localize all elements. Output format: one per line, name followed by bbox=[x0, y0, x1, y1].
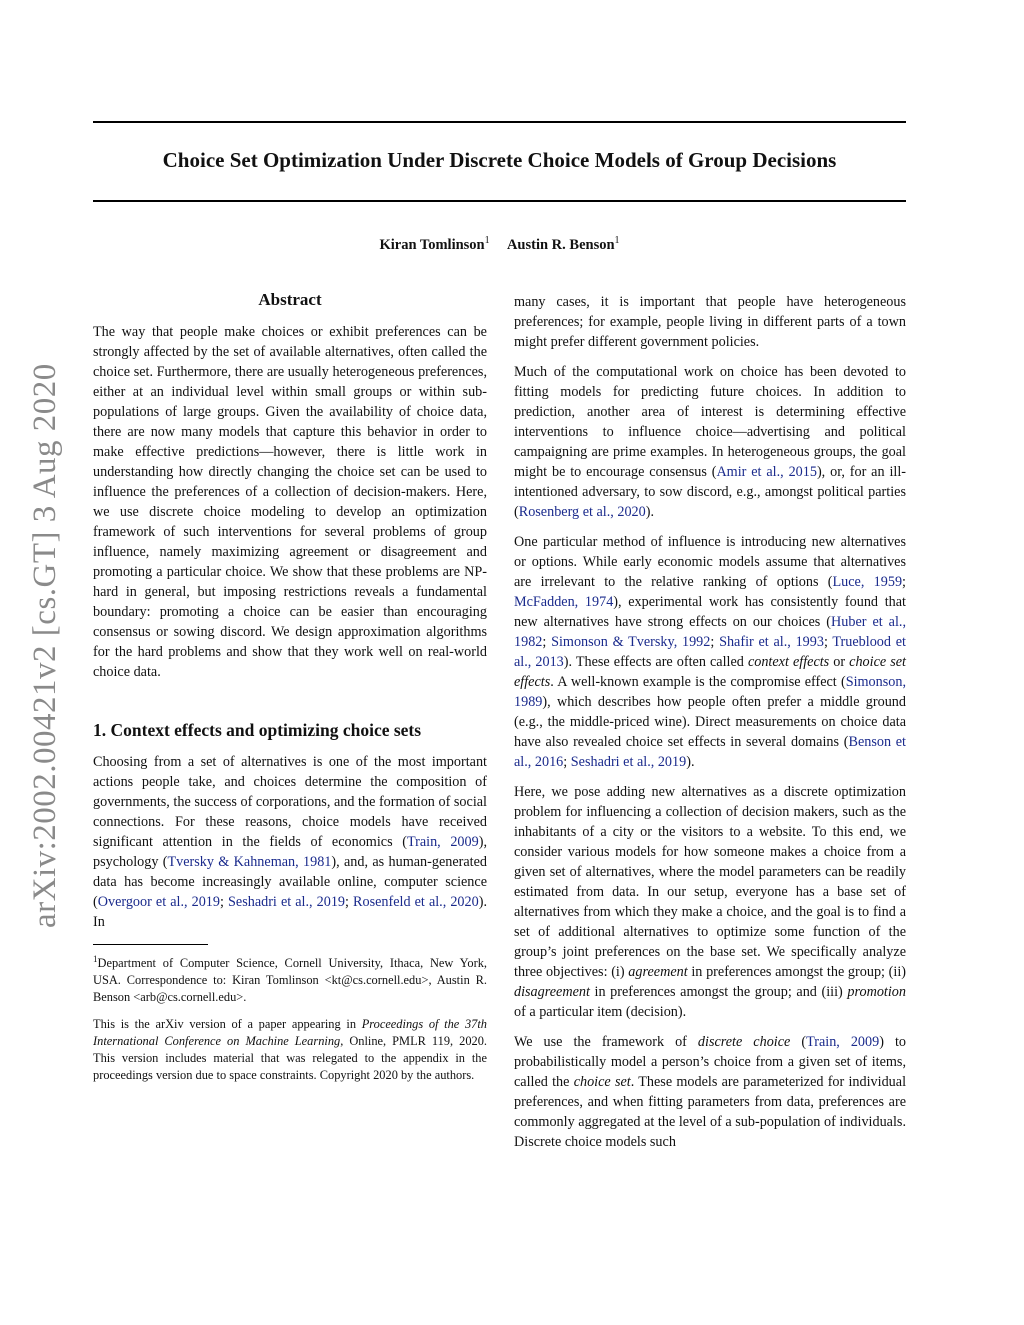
abstract-heading: Abstract bbox=[258, 290, 322, 309]
citation-link[interactable]: Benson et al., 2016 bbox=[514, 734, 907, 770]
footnote-mark: 1 bbox=[93, 954, 98, 964]
body-paragraph: We use the framework of discrete choice (Train, 2009) to probabilistically model a person’s choice from a given set of items, called the choice set. These models are parameterized for individual preferences, and when fitting parameters from data, preferences are commonly aggregated at the level of a sub-population of individuals. Discrete choice models such bbox=[514, 1034, 907, 1150]
author-mark: 1 bbox=[484, 235, 490, 246]
body-paragraph: Much of the computational work on choice has been devoted to fitting models for predicting future choices. In addition to prediction, another area of interest is determining effective interventions to influence choice—advertising and political campaigning are prime examples. In heterogeneous groups, the goal might be to encourage consensus (Amir et al., 2015), or, for an ill-intentioned adversary, to sow discord, e.g., amongst political parties (Rosenberg et al., 2020). bbox=[514, 364, 906, 520]
section-heading: 1. Context effects and optimizing choice sets bbox=[93, 720, 422, 740]
title-rule-top bbox=[93, 121, 906, 123]
paper-title: Choice Set Optimization Under Discrete Choice Models of Group Decisions bbox=[162, 148, 837, 172]
citation-link[interactable]: Simonson & Tversky, 1992 bbox=[551, 634, 711, 650]
intro-paragraph: Choosing from a set of alternatives is one of the most important actions people take, and choices determine the composition of governments, the success of corporations, and the formation of social connections. For these reasons, choice models have received significant attention in the fields of economics (Train, 2009), psychology (Tversky & Kahneman, 1981), and, as human-generated data has become increasingly available online, computer science (Overgoor et al., 2019; Seshadri et al., 2019; Rosenfeld et al., 2020). In bbox=[93, 754, 487, 930]
citation-link[interactable]: Simonson, 1989 bbox=[514, 674, 906, 710]
arxiv-identifier: arXiv:2002.00421v2 [cs.GT] 3 Aug 2020 bbox=[27, 363, 63, 928]
citation-link[interactable]: McFadden, 1974 bbox=[514, 594, 614, 610]
citation-link[interactable]: Trueblood et al., 2013 bbox=[514, 634, 906, 670]
author-list bbox=[93, 235, 906, 254]
body-paragraph: One particular method of influence is introducing new alternatives or options. While early economic models assume that alternatives are irrelevant to the relative ranking of options (Luce, 1959; McFadden, 1974), experimental work has consistently found that new alternatives have strong effects on our choices (Huber et al., 1982; Simonson & Tversky, 1992; Shafir et al., 1993; Trueblood et al., 2013). These effects are often called context effects or choice set effects. A well-known example is the compromise effect (Simonson, 1989), which describes how people often prefer a middle ground (e.g., the middle-priced wine). Direct measurements on choice data have also revealed choice set effects in several domains (Benson et al., 2016; Seshadri et al., 2019). bbox=[514, 534, 907, 770]
footnote-arxiv-note: This is the arXiv version of a paper appearing in Proceedings of the 37th International Conference on Machine Learning, Online, PMLR 119, 2020. This version includes material that was relegated to the appendix in the proceedings version due to space constraints. Copyright 2020 by the authors. bbox=[93, 1017, 488, 1083]
author-name: Kiran Tomlinson bbox=[379, 236, 485, 253]
body-paragraph: Here, we pose adding new alternatives as a discrete optimization problem for influencing a collection of decision makers, such as the inhabitants of a city or the visitors to a website. To this end, we consider various models for how someone makes a choice from a given set of alternatives, where the model parameters can be readily estimated from data. In our setup, everyone has a base set of alternatives from which they make a choice, and the goal is to find a set of additional alternatives to optimize some function of the group’s joint preferences on the base set. We specifically analyze three objectives: (i) agreement in preferences amongst the group; (ii) disagreement in preferences amongst the group; and (iii) promotion of a particular item (decision). bbox=[514, 784, 906, 1020]
citation-link[interactable]: Rosenfeld et al., 2020 bbox=[353, 894, 479, 910]
citation-link[interactable]: Rosenberg et al., 2020 bbox=[518, 504, 646, 520]
citation-link[interactable]: Luce, 1959 bbox=[832, 574, 903, 590]
footnote-affiliation: $^1$Department of Computer Science, Cornell University, Ithaca, New York, USA. Correspondence to: Kiran Tomlinson <kt@cs.cornell.edu>, Austin R. Benson <arb@cs.cornell.edu>. bbox=[93, 954, 487, 1005]
citation-link[interactable]: Amir et al., 2015 bbox=[716, 464, 817, 480]
citation-link[interactable]: Train, 2009 bbox=[406, 834, 479, 850]
citation-link[interactable]: Huber et al., 1982 bbox=[514, 614, 906, 650]
abstract-text: The way that people make choices or exhibit preferences can be strongly affected by the set of available alternatives, often called the choice set. Furthermore, there are usually heterogeneous preferences, either at an individual level within small groups or within sub-populations of large groups. Given the availability of choice data, there are now many models that capture this behavior in order to make effective predictions—however, there is little work in understanding how directly changing the choice set can be used to influence the preferences of a collection of decision-makers. Here, we use discrete choice modeling to develop an optimization framework of such interventions for several problems of group influence, namely maximizing agreement or disagreement and promoting a particular choice. We show that these problems are NP-hard in general, but imposing restrictions reveals a fundamental boundary: promoting a choice can be easier than encouraging consensus or sowing discord. We design approximation algorithms for the hard problems and show that they work well on real-world choice data. bbox=[93, 324, 487, 680]
author-name: Austin R. Benson bbox=[506, 236, 615, 253]
citation-link[interactable]: Shafir et al., 1993 bbox=[719, 634, 824, 650]
citation-link[interactable]: Tversky & Kahneman, 1981 bbox=[167, 854, 332, 870]
right-column bbox=[514, 292, 906, 1162]
citation-link[interactable]: Seshadri et al., 2019 bbox=[228, 894, 346, 910]
title-rule-bottom bbox=[93, 200, 906, 202]
body-paragraph: many cases, it is important that people have heterogeneous preferences; for example, people living in different parts of a town might prefer different government policies. bbox=[514, 294, 906, 350]
footnote-divider bbox=[93, 944, 208, 945]
left-column bbox=[93, 288, 487, 1094]
author-mark: 1 bbox=[614, 235, 620, 246]
citation-link[interactable]: Overgoor et al., 2019 bbox=[97, 894, 220, 910]
citation-link[interactable]: Seshadri et al., 2019 bbox=[570, 754, 687, 770]
citation-link[interactable]: Train, 2009 bbox=[806, 1034, 880, 1050]
